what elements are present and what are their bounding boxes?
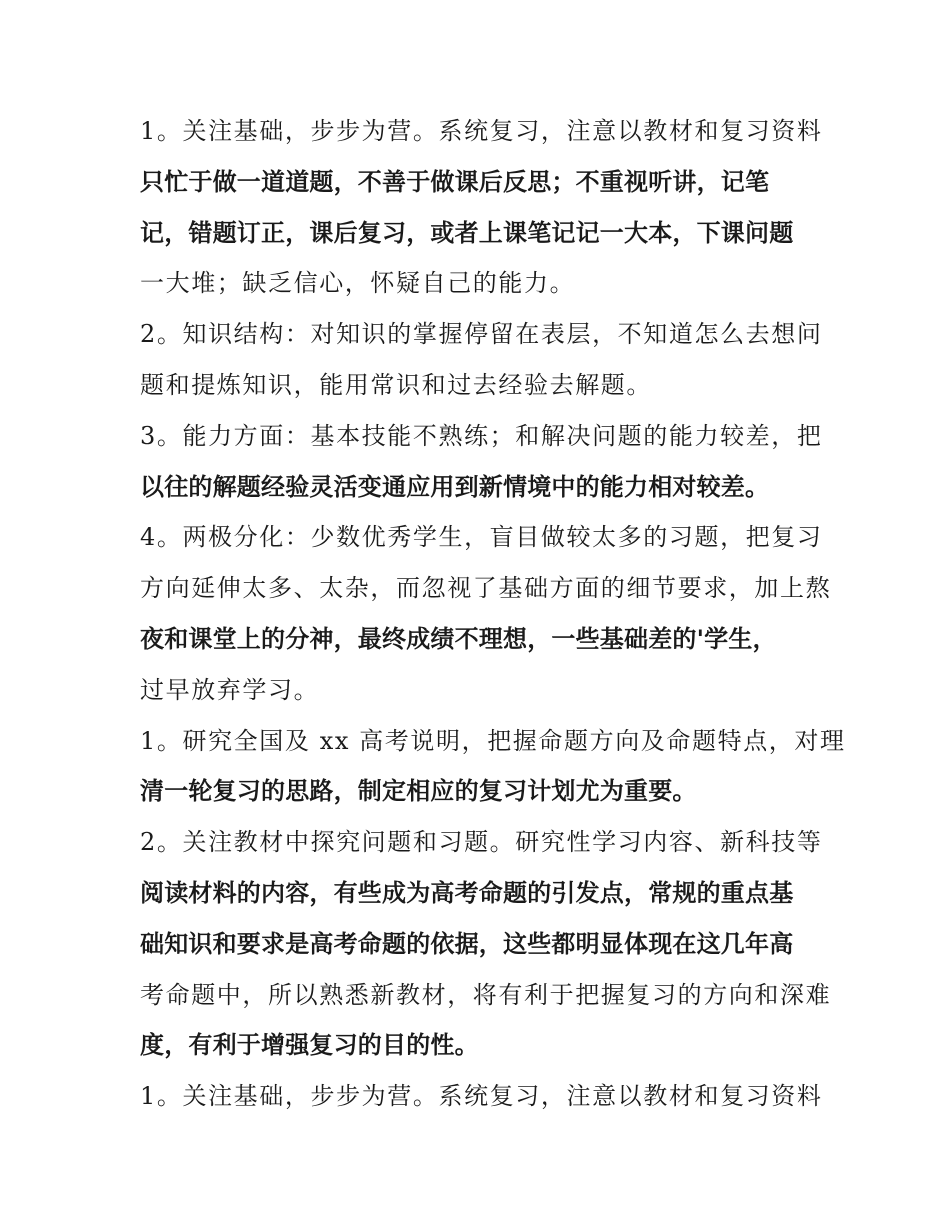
text-line: 一大堆；缺乏信心，怀疑自己的能力。 <box>140 269 576 298</box>
text-line: 方向延伸太多、太杂，而忽视了基础方面的细节要求，加上熬 <box>140 574 832 603</box>
text-line: 4。两极分化：少数优秀学生，盲目做较太多的习题，把复习 <box>140 523 823 552</box>
text-line: 夜和课堂上的分神，最终成绩不理想，一些基础差的'学生， <box>140 624 777 653</box>
text-line: 阅读材料的内容，有些成为高考命题的引发点，常规的重点基 <box>140 878 794 907</box>
text-line: 清一轮复习的思路，制定相应的复习计划尤为重要。 <box>140 777 697 806</box>
document-body <box>140 106 846 1122</box>
text-line: 只忙于做一道道题，不善于做课后反思；不重视听讲，记笔 <box>140 167 770 196</box>
text-line: 础知识和要求是高考命题的依据，这些都明显体现在这几年高 <box>140 929 794 958</box>
text-line: 记，错题订正，课后复习，或者上课笔记记一大本，下课问题 <box>140 218 794 247</box>
text-line: 考命题中，所以熟悉新教材，将有利于把握复习的方向和深难 <box>140 980 832 1009</box>
text-line: 题和提炼知识，能用常识和过去经验去解题。 <box>140 370 652 399</box>
text-line: 1。关注基础，步步为营。系统复习，注意以教材和复习资料 <box>140 117 823 145</box>
text-line: 1。关注基础，步步为营。系统复习，注意以教材和复习资料 <box>140 1082 823 1111</box>
text-line: 2。知识结构：对知识的掌握停留在表层，不知道怎么去想问 <box>140 320 823 349</box>
text-line: 过早放弃学习。 <box>140 675 320 704</box>
text-line: 以往的解题经验灵活变通应用到新情境中的能力相对较差。 <box>140 472 770 501</box>
text-line: 1。研究全国及 xx 高考说明，把握命题方向及命题特点，对理 <box>140 726 846 755</box>
text-line: 2。关注教材中探究问题和习题。研究性学习内容、新科技等 <box>140 828 823 857</box>
text-line: 3。能力方面：基本技能不熟练；和解决问题的能力较差，把 <box>140 421 823 450</box>
text-line: 度，有利于增强复习的目的性。 <box>140 1031 479 1060</box>
